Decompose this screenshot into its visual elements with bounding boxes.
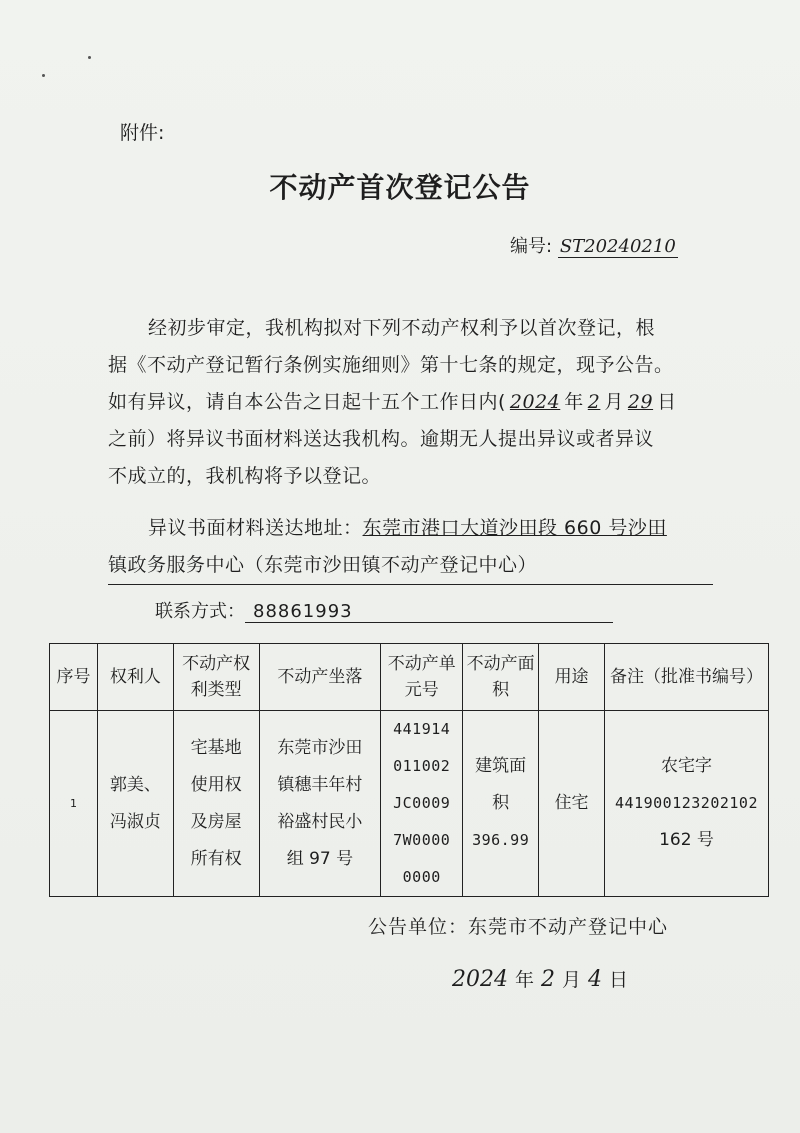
notice-body — [108, 310, 718, 495]
deadline-month: 2 — [587, 391, 601, 413]
sign-date — [452, 965, 628, 992]
body-line: 之前）将异议书面材料送达我机构。逾期无人提出异议或者异议 — [108, 428, 655, 450]
header-holder: 权利人 — [97, 644, 173, 711]
issuer — [368, 912, 668, 939]
unit-no-line: 011002 — [393, 757, 451, 775]
body-line-deadline — [108, 384, 718, 421]
contact-info — [155, 597, 613, 623]
unit-no-line: 441914 — [393, 720, 451, 738]
cell-unit-no — [381, 711, 463, 897]
sign-day-char: 日 — [609, 969, 629, 991]
month-char: 月 — [604, 391, 624, 413]
unit-no-line: JC0009 — [393, 794, 451, 812]
right-type-line: 使用权 — [190, 774, 242, 795]
page-title: 不动产首次登记公告 — [269, 171, 531, 204]
issuer-label: 公告单位： — [368, 916, 469, 938]
header-usage: 用途 — [539, 644, 605, 711]
right-type-line: 所有权 — [190, 848, 242, 869]
serial-value: ST20240210 — [559, 236, 676, 257]
header-unit-no: 不动产单元号 — [381, 644, 463, 711]
header-location: 不动产坐落 — [259, 644, 381, 711]
remark-line: 农宅字 — [661, 756, 712, 776]
remark-line: 162 号 — [659, 830, 714, 850]
location-line: 东莞市沙田 — [277, 737, 363, 758]
deadline-year: 2024 — [509, 391, 561, 413]
cell-remark — [605, 711, 769, 897]
right-type-line: 宅基地 — [190, 737, 242, 758]
sign-day: 4 — [588, 967, 603, 992]
deadline-prefix: 如有异议，请自本公告之日起十五个工作日内( — [108, 391, 506, 413]
deadline-day: 29 — [627, 391, 654, 413]
serial-label: 编号: — [510, 236, 553, 257]
header-right-type: 不动产权利类型 — [173, 644, 259, 711]
cell-area — [463, 711, 539, 897]
header-index: 序号 — [50, 644, 98, 711]
header-area: 不动产面积 — [463, 644, 539, 711]
table-row — [50, 711, 769, 897]
day-char: 日 — [657, 391, 677, 413]
area-value: 396.99 — [472, 831, 530, 849]
serial-number — [510, 232, 678, 258]
area-line: 建筑面 — [475, 756, 527, 776]
sign-month: 2 — [541, 967, 556, 992]
sign-month-char: 月 — [562, 969, 582, 991]
speck — [42, 74, 45, 77]
contact-value: 88861993 — [245, 601, 613, 623]
issuer-name: 东莞市不动产登记中心 — [468, 916, 669, 938]
holder-line: 冯淑贞 — [109, 811, 161, 832]
cell-location — [259, 711, 381, 897]
objection-label: 异议书面材料送达地址： — [148, 517, 363, 539]
cell-holder — [97, 711, 173, 897]
attachment-label: 附件: — [120, 122, 165, 144]
body-line: 经初步审定，我机构拟对下列不动产权利予以首次登记，根 — [148, 317, 656, 339]
address-part2: 镇政务服务中心（东莞市沙田镇不动产登记中心） — [108, 547, 713, 585]
holder-line: 郭美、 — [109, 774, 161, 795]
cell-index: 1 — [50, 711, 98, 897]
sign-year-char: 年 — [515, 969, 535, 991]
cell-right-type — [173, 711, 259, 897]
header-remark: 备注（批准书编号） — [605, 644, 769, 711]
year-char: 年 — [564, 391, 584, 413]
cell-usage: 住宅 — [539, 711, 605, 897]
sign-year: 2024 — [452, 967, 508, 992]
location-line: 组 97 号 — [286, 848, 354, 869]
body-line: 据《不动产登记暂行条例实施细则》第十七条的规定，现予公告。 — [108, 354, 674, 376]
registration-table — [49, 643, 769, 897]
right-type-line: 及房屋 — [190, 811, 242, 832]
area-line: 积 — [492, 793, 510, 813]
contact-label: 联系方式： — [155, 601, 245, 622]
unit-no-line: 7W0000 — [393, 831, 451, 849]
table-header-row — [50, 644, 769, 711]
address-part1: 东莞市港口大道沙田段 660 号沙田 — [362, 517, 667, 539]
objection-address — [108, 510, 718, 585]
location-line: 裕盛村民小 — [277, 811, 363, 832]
body-line: 不成立的，我机构将予以登记。 — [108, 465, 382, 487]
remark-line: 441900123202102 — [615, 794, 758, 812]
speck — [88, 56, 91, 59]
unit-no-line: 0000 — [402, 868, 441, 886]
location-line: 镇穗丰年村 — [277, 774, 363, 795]
